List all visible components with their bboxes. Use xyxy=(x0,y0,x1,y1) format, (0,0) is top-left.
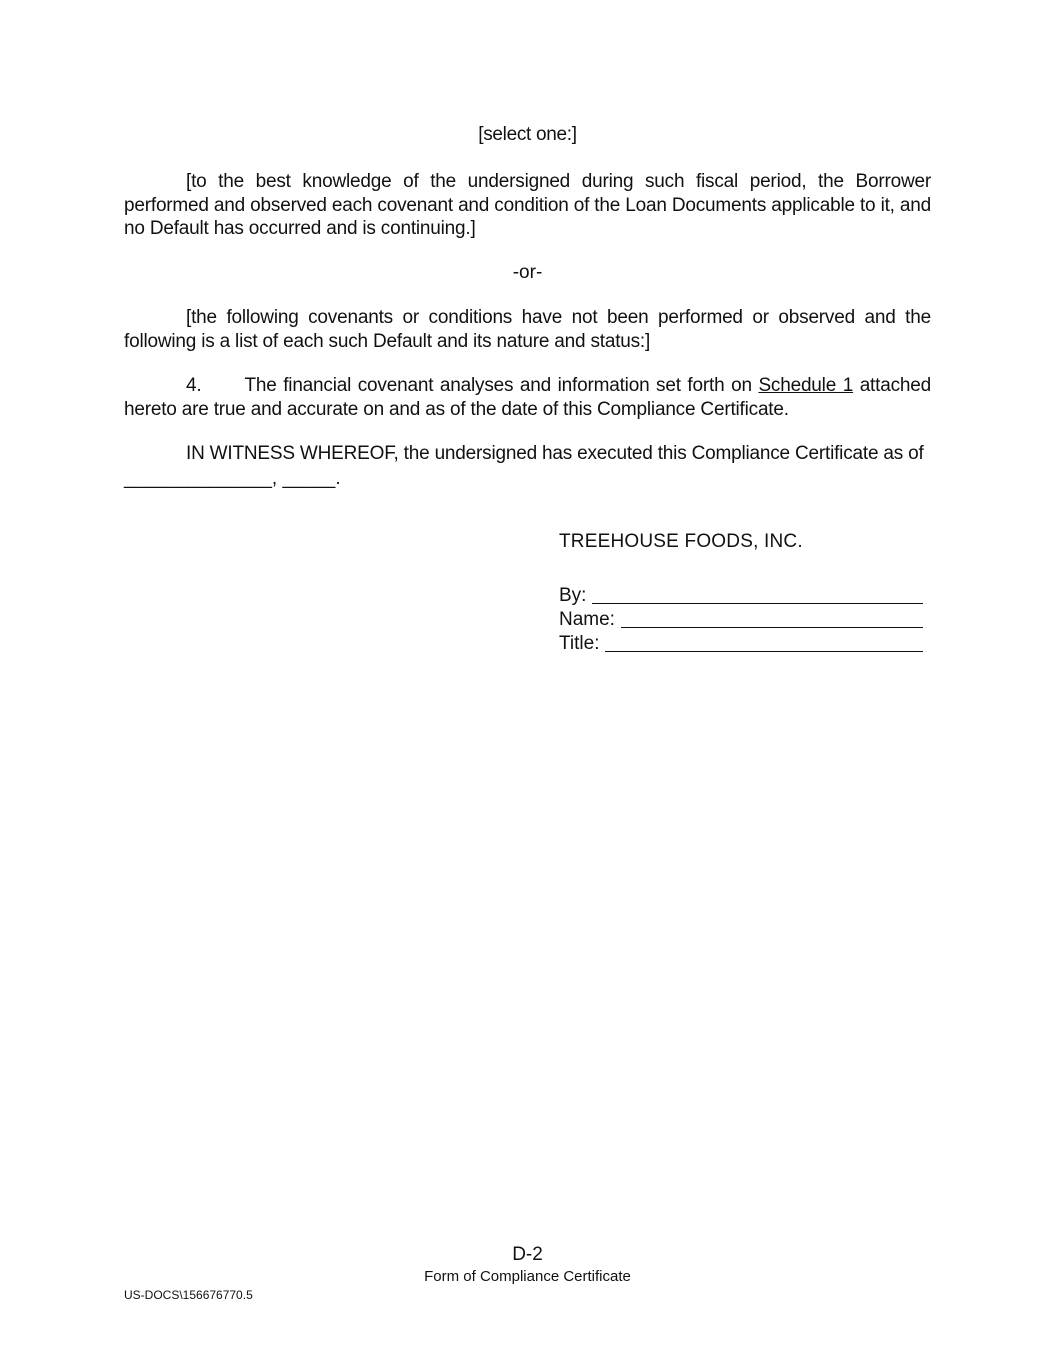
or-separator: -or- xyxy=(512,262,543,283)
paragraph-4-text-after: attached hereto are true and accurate on and as of the date of this Compliance Certificate. xyxy=(124,375,931,420)
name-row xyxy=(559,607,923,631)
company-name: TREEHOUSE FOODS, INC. xyxy=(559,531,803,552)
default-paragraph-text: [the following covenants or conditions have not been performed or observed and the following is a list of each such Default and its nature and status:] xyxy=(124,307,931,352)
paragraph-4 xyxy=(124,374,931,421)
name-signature-line xyxy=(621,609,923,628)
document-id: US-DOCS\156676770.5 xyxy=(124,1288,253,1302)
compliance-paragraph-text: [to the best knowledge of the undersigned during such fiscal period, the Borrower performed and observed each covenant and condition of the Loan Documents applicable to it, and no Default has occurred and is continuing.] xyxy=(124,171,931,240)
by-label: By: xyxy=(559,585,587,606)
footer-page-number: D-2 xyxy=(512,1244,543,1265)
by-signature-line xyxy=(592,585,923,604)
title-signature-line xyxy=(605,633,923,652)
name-label: Name: xyxy=(559,609,615,630)
select-one-heading: [select one:] xyxy=(478,124,577,145)
paragraph-4-text-before: The financial covenant analyses and information set forth on xyxy=(244,375,759,396)
paragraph-4-number: 4. xyxy=(186,375,202,396)
default-paragraph xyxy=(124,306,931,353)
title-row xyxy=(559,631,923,655)
signature-block xyxy=(559,531,939,655)
compliance-paragraph xyxy=(124,170,931,241)
witness-date-blank: ______________, _____. xyxy=(124,468,341,489)
title-label: Title: xyxy=(559,633,600,654)
by-row xyxy=(559,583,923,607)
witness-text: IN WITNESS WHEREOF, the undersigned has executed this Compliance Certificate as of xyxy=(186,443,924,464)
schedule-1-reference: Schedule 1 xyxy=(758,375,854,396)
footer-title: Form of Compliance Certificate xyxy=(424,1268,631,1285)
witness-paragraph xyxy=(124,442,931,466)
